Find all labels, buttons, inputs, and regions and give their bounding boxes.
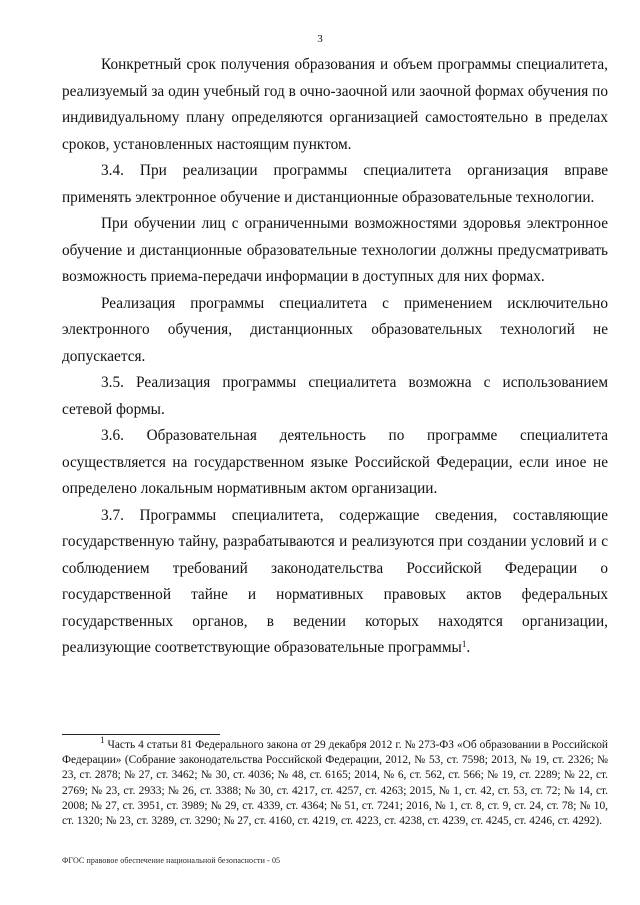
footnote-marker: 1 [100,735,105,745]
page-number: 3 [317,33,323,45]
footnote-text: Часть 4 статьи 81 Федерального закона от 29 декабря 2012 г. № 273-ФЗ «Об образовании в Российской Федерации» (Собрание законодательства Российской Федерации, 2012, № 53, ст. 7598; 2013, № 19, ст. 2326; № 23, ст. 2878; № 27, ст. 3462; № 30, ст. 4036; № 48, ст. 6165; 2014, № 6, ст. 562, ст. 566; № 19, ст. 2289; № 22, ст. 2769; № 23, ст. 2933; № 26, ст. 3388; № 30, ст. 4217, ст. 4257, ст. 4263; 2015, № 1, ст. 42, ст. 53, ст. 72; № 14, ст. 2008; № 27, ст. 3951, ст. 3989; № 29, ст. 4339, ст. 4364; № 51, ст. 7241; 2016, № 1, ст. 8, ст. 9, ст. 24, ст. 78; № 10, ст. 1320; № 23, ст. 3289, ст. 3290; № 27, ст. 4160, ст. 4219, ст. 4223, ст. 4238, ст. 4239, ст. 4245, ст. 4246, ст. 4292). [62,739,608,828]
paragraph-disabilities: При обучении лиц с ограниченными возможностями здоровья электронное обучение и дистанционные образовательные технологии должны предусматривать возможность приема-передачи информации в доступных для них формах. [62,215,608,285]
footer-code: ФГОС правовое обеспечение национальной безопасности - 05 [62,856,281,865]
footnote-reference: 1 [461,639,467,649]
paragraph-3-4: 3.4. При реализации программы специалитета организация вправе применять электронное обучение и дистанционные образовательные технологии. [62,162,608,206]
paragraph-3-7-text: 3.7. Программы специалитета, содержащие сведения, составляющие государственную тайну, разрабатываются и реализуются при создании условий и с соблюдением требований законодательства Российской Федерации о государственной тайне и нормативных правовых актов федеральных государственных органов, в ведении которых находятся организации, реализующие соответствующие образовательные программы [62,506,608,656]
paragraph-elearning-restriction: Реализация программы специалитета с применением исключительно электронного обучения, дистанционных образовательных технологий не допускается. [62,294,608,365]
paragraph-3-7: 3.7. Программы специалитета, содержащие сведения, составляющие государственную тайну, разрабатываются и реализуются при создании условий и с соблюдением требований законодательства Российской Федерации о государственной тайне и нормативных правовых актов федеральных государственных органов, в ведении которых находятся организации, реализующие соответствующие образовательные программы$^1$. [62,506,608,656]
footnote-separator [62,734,220,735]
document-body [62,52,608,662]
footnote [62,735,608,829]
paragraph-3-6: 3.6. Образовательная деятельность по программе специалитета осуществляется на государственном языке Российской Федерации, если иное не определено локальным нормативным актом организации. [62,427,608,497]
paragraph-3-5: 3.5. Реализация программы специалитета возможна с использованием сетевой формы. [62,374,608,418]
paragraph-duration: Конкретный срок получения образования и объем программы специалитета, реализуемый за один учебный год в очно-заочной или заочной формах обучения по индивидуальному плану определяются организацией самостоятельно в пределах сроков, установленных настоящим пунктом. [62,56,608,153]
